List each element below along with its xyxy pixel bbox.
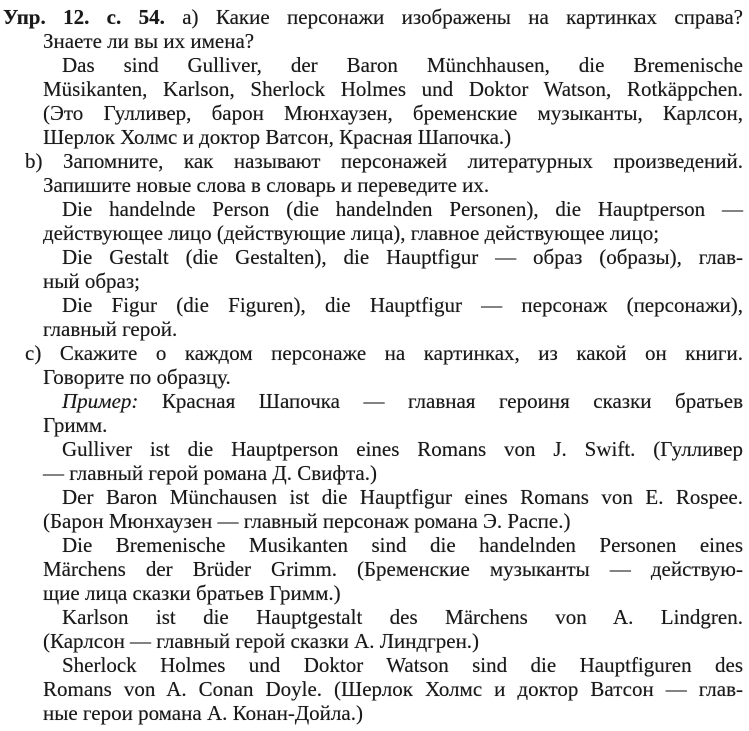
answer-munchausen xyxy=(43,485,743,533)
example-lead-in: Пример: xyxy=(62,389,139,413)
text-line xyxy=(43,701,743,725)
text-line xyxy=(43,389,743,413)
vocab-handelnde-person xyxy=(43,197,743,245)
text-line xyxy=(43,485,743,509)
text-line xyxy=(43,269,743,293)
text-segment: Красная Шапочка — главная героиня сказки братьев xyxy=(138,389,743,413)
text-line xyxy=(43,125,743,149)
text-line xyxy=(43,29,743,53)
text-segment: b) Запомните, как называют персонажей литературных произведений. xyxy=(25,149,743,173)
text-line xyxy=(43,437,743,461)
exercise-number-label: Упр. 12. с. 54. xyxy=(3,5,165,29)
text-segment: Шерлок Холмс и доктор Ватсон, Красная Шапочка.) xyxy=(43,125,512,149)
text-line xyxy=(43,533,743,557)
text-segment: Müsikanten, Karlson, Sherlock Holmes und Doktor Watson, Rotkäppchen. xyxy=(43,77,743,101)
answer-a xyxy=(43,53,743,149)
text-line xyxy=(43,197,743,221)
text-segment: Гримм. xyxy=(43,413,108,437)
text-line xyxy=(43,557,743,581)
text-line xyxy=(43,413,743,437)
text-segment: Die Bremenische Musikanten sind die handelnden Personen eines xyxy=(62,533,743,557)
text-segment: Знаете ли вы их имена? xyxy=(43,29,255,53)
text-line xyxy=(3,5,743,29)
text-segment: Die Gestalt (die Gestalten), die Hauptfigur — образ (образы), глав- xyxy=(62,245,743,269)
exercise-text-block xyxy=(3,5,743,725)
text-segment: Говорите по образцу. xyxy=(43,365,231,389)
text-line xyxy=(43,101,743,125)
text-segment: Запишите новые слова в словарь и переведите их. xyxy=(43,173,490,197)
text-segment: (Это Гулливер, барон Мюнхаузен, бременские музыканты, Карлсон, xyxy=(43,101,743,125)
text-segment: — главный герой романа Д. Свифта.) xyxy=(43,461,377,485)
text-segment: (Барон Мюнхаузен — главный персонаж романа Э. Распе.) xyxy=(43,509,571,533)
text-segment: а) Какие персонажи изображены на картинках справа? xyxy=(164,5,743,29)
text-line xyxy=(43,317,743,341)
text-segment: Der Baron Münchausen ist die Hauptfigur eines Romans von E. Rospee. xyxy=(62,485,743,509)
answer-bremen-musikanten xyxy=(43,533,743,605)
text-segment: Märchens der Brüder Grimm. (Бременские музыканты — действую- xyxy=(43,557,743,581)
exercise-item-b xyxy=(25,149,743,197)
text-segment: c) Скажите о каждом персонаже на картинках, из какой он книги. xyxy=(25,341,743,365)
text-line xyxy=(43,245,743,269)
text-line xyxy=(43,293,743,317)
text-segment: ный образ; xyxy=(43,269,140,293)
text-segment: ные герои романа А. Конан-Дойла.) xyxy=(43,701,363,725)
text-segment: Karlson ist die Hauptgestalt des Märchens von A. Lindgren. xyxy=(62,605,743,629)
text-segment: Das sind Gulliver, der Baron Münchhausen, die Bremenische xyxy=(62,53,743,77)
text-line xyxy=(43,365,743,389)
text-segment: Sherlock Holmes und Doktor Watson sind die Hauptfiguren des xyxy=(62,653,743,677)
text-line xyxy=(43,653,743,677)
text-line xyxy=(43,629,743,653)
vocab-figur xyxy=(43,293,743,341)
text-segment: щие лица сказки братьев Гримм.) xyxy=(43,581,341,605)
exercise-item-a xyxy=(3,5,743,53)
text-segment: действующее лицо (действующие лица), главное действующее лицо; xyxy=(43,221,660,245)
text-line xyxy=(43,77,743,101)
answer-karlson xyxy=(43,605,743,653)
text-segment: (Карлсон — главный герой сказки А. Линдгрен.) xyxy=(43,629,480,653)
text-line xyxy=(43,509,743,533)
text-line xyxy=(43,173,743,197)
answer-holmes-watson xyxy=(43,653,743,725)
answer-gulliver xyxy=(43,437,743,485)
exercise-item-c xyxy=(25,341,743,389)
text-segment: главный герой. xyxy=(43,317,178,341)
text-segment: Die handelnde Person (die handelnden Personen), die Hauptperson — xyxy=(62,197,743,221)
text-line xyxy=(43,221,743,245)
text-line xyxy=(43,677,743,701)
text-line xyxy=(43,53,743,77)
text-line xyxy=(43,605,743,629)
vocab-gestalt xyxy=(43,245,743,293)
text-line xyxy=(43,461,743,485)
text-segment: Romans von A. Conan Doyle. (Шерлок Холмс и доктор Ватсон — глав- xyxy=(43,677,743,701)
text-line xyxy=(43,581,743,605)
text-line xyxy=(25,149,743,173)
text-segment: Die Figur (die Figuren), die Hauptfigur — персонаж (персонажи), xyxy=(62,293,743,317)
text-segment: Gulliver ist die Hauptperson eines Romans von J. Swift. (Гулливер xyxy=(62,437,743,461)
example xyxy=(43,389,743,437)
text-line xyxy=(25,341,743,365)
